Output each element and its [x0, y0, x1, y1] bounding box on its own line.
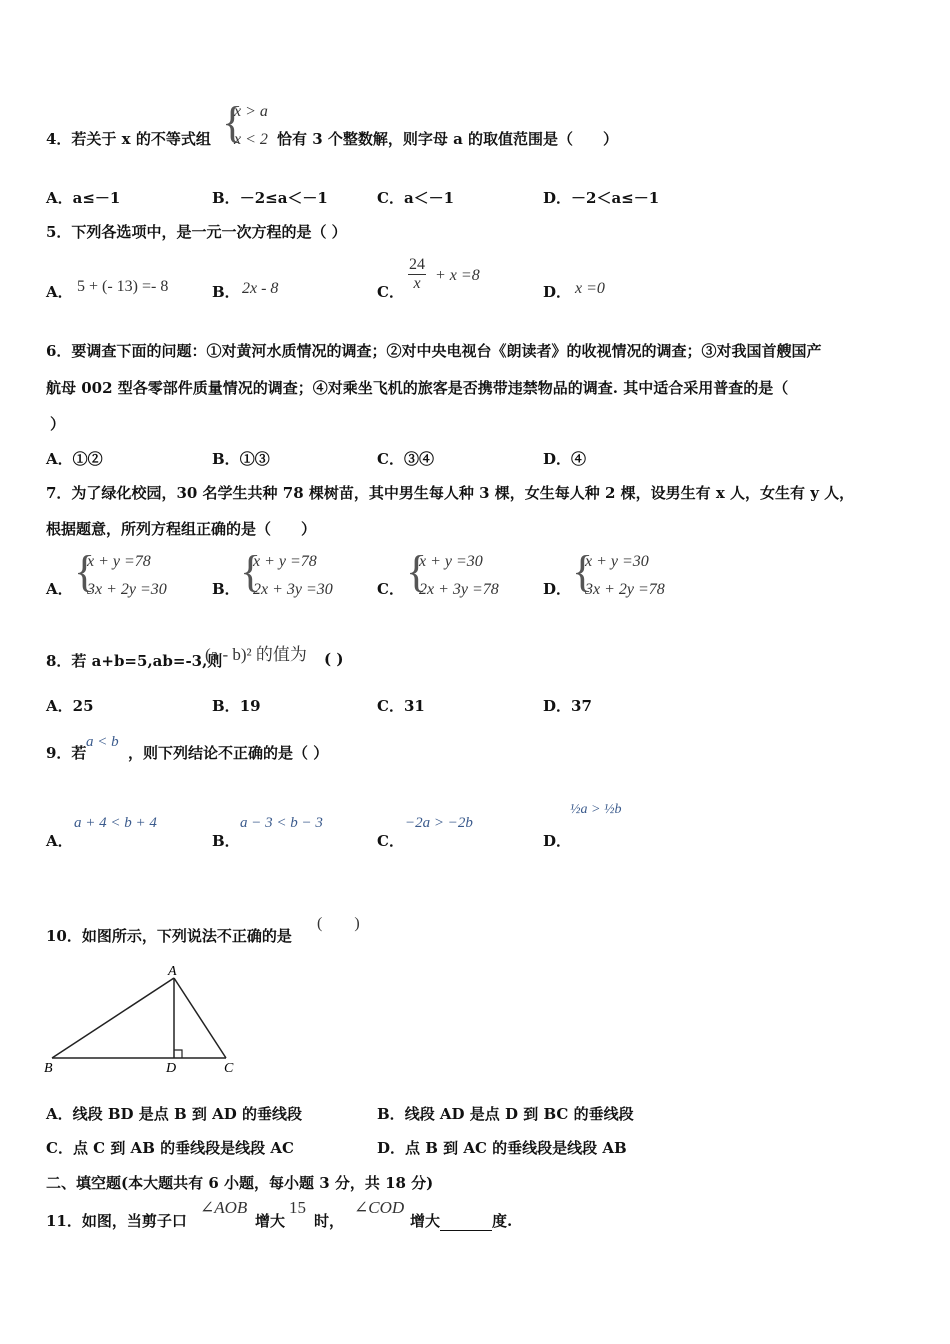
q9-option-d-expr: ½a > ½b: [570, 802, 622, 817]
q4-option-a: A．a≤－1: [46, 189, 121, 207]
q5-option-a-expr: 5 + (- 13) =- 8: [77, 278, 169, 295]
q6-line3: ）: [50, 415, 66, 433]
q10-option-d: D．点 B 到 AC 的垂线段是线段 AB: [377, 1139, 627, 1157]
q11-increase-label: 增大: [410, 1212, 441, 1230]
q7-option-d-brace: {: [572, 547, 594, 596]
q11-degree: 15: [289, 1198, 306, 1217]
q9-option-a-letter: A．: [46, 832, 73, 850]
q9-option-a-expr: a + 4 < b + 4: [74, 815, 157, 831]
q7-option-a-letter: A．: [46, 580, 73, 598]
q8-option-a: A．25: [46, 697, 94, 715]
q9-suffix: ，则下列结论不正确的是（ ）: [128, 744, 329, 762]
q11-part3: 时，: [314, 1212, 345, 1230]
q5-stem: 5．下列各选项中，是一元一次方程的是（ ）: [46, 223, 347, 241]
q4-suffix: 恰有 3 个整数解，则字母 a 的取值范围是（ ）: [277, 130, 619, 148]
q10-option-b: B．线段 AD 是点 D 到 BC 的垂线段: [377, 1105, 634, 1123]
q9-condition: a < b: [86, 734, 119, 750]
label-d: D: [166, 1061, 177, 1076]
q7-option-a-brace: {: [74, 547, 96, 596]
q7-option-b-eq2: 2x + 3y =30: [253, 581, 333, 598]
q8-option-c: C．31: [377, 697, 425, 715]
q5-option-c-den: x: [413, 275, 421, 292]
q7-option-a-eq1: x + y =78: [87, 553, 151, 570]
label-c: C: [224, 1061, 234, 1076]
q7-option-b-brace: {: [240, 547, 262, 596]
q9-option-d-letter: D．: [543, 832, 572, 850]
q9-option-b-letter: B．: [212, 832, 240, 850]
q4-stem: [46, 128, 211, 149]
q8-option-d: D．37: [543, 697, 592, 715]
q5-option-d-expr: x =0: [575, 280, 605, 297]
q11-answer-blank[interactable]: [440, 1216, 492, 1231]
q6-option-c: C．③④: [377, 450, 434, 468]
q10-stem: 10．如图所示，下列说法不正确的是: [46, 927, 292, 945]
q8-suffix: ( ): [324, 650, 344, 668]
q6-option-b: B．①③: [212, 450, 270, 468]
q11-angle-cod: ∠COD: [354, 1198, 405, 1217]
q9-option-c-letter: C．: [377, 832, 404, 850]
segment-ac: [174, 978, 226, 1058]
q4-brace: {: [222, 98, 244, 147]
q5-option-a-letter: A．: [46, 283, 73, 301]
q7-option-c-eq2: 2x + 3y =78: [419, 581, 499, 598]
q9-option-b-expr: a − 3 < b − 3: [240, 815, 323, 831]
q4-prefix: 4．若关于 x 的不等式组: [46, 130, 211, 148]
q11-degree-label: 度.: [492, 1212, 513, 1230]
q7-line2: 根据题意，所列方程组正确的是（ ）: [46, 520, 317, 538]
q4-option-d: D．－2＜a≤－1: [543, 189, 660, 207]
q7-option-b-eq1: x + y =78: [253, 553, 317, 570]
q9-option-c-expr: −2a > −2b: [405, 815, 473, 831]
q4-system-eq1: x > a: [234, 103, 268, 120]
q6-line2: 航母 002 型各零部件质量情况的调查；④对乘坐飞机的旅客是否携带违禁物品的调查. 其中适合采用普查的是（: [46, 379, 789, 397]
q7-option-d-letter: D．: [543, 580, 572, 598]
q5-option-c-tail: + x =8: [435, 267, 480, 284]
q10-figure: [40, 962, 250, 1077]
q11-angle-aob: ∠AOB: [200, 1198, 248, 1217]
q5-option-c-num: 24: [409, 256, 425, 273]
q6-line1: 6．要调查下面的问题：①对黄河水质情况的调查；②对中央电视台《朗读者》的收视情况的调查；③对我国首艘国产: [46, 342, 822, 360]
q9-prefix: 9．若: [46, 744, 87, 762]
section-2-title: 二、填空题(本大题共有 6 小题，每小题 3 分，共 18 分): [46, 1174, 434, 1192]
q7-option-c-brace: {: [406, 547, 428, 596]
q5-option-c-letter: C．: [377, 283, 404, 301]
q5-option-b-expr: 2x - 8: [242, 280, 279, 297]
q8-prefix: 8．若 a+b=5,ab=-3,则: [46, 652, 223, 670]
label-b: B: [44, 1061, 53, 1076]
q11-part2: 增大: [255, 1212, 286, 1230]
q11-part1: 11．如图，当剪子口: [46, 1212, 187, 1230]
q7-option-d-eq2: 3x + 2y =78: [585, 581, 665, 598]
q4-system-eq2: x < 2: [234, 131, 268, 148]
q4-option-c: C．a＜－1: [377, 189, 455, 207]
q7-option-c-eq1: x + y =30: [419, 553, 483, 570]
q7-option-a-eq2: 3x + 2y =30: [87, 581, 167, 598]
q6-option-a: A．①②: [46, 450, 103, 468]
q11-part4: [410, 1210, 512, 1231]
segment-ba: [52, 978, 174, 1058]
q7-option-b-letter: B．: [212, 580, 240, 598]
q10-paren: ( ): [317, 915, 360, 932]
q7-option-c-letter: C．: [377, 580, 404, 598]
label-a: A: [168, 964, 177, 979]
q8-option-b: B．19: [212, 697, 261, 715]
q10-option-a: A．线段 BD 是点 B 到 AD 的垂线段: [46, 1105, 302, 1123]
q5-option-b-letter: B．: [212, 283, 240, 301]
q5-option-d-letter: D．: [543, 283, 572, 301]
q6-option-d: D．④: [543, 450, 587, 468]
q7-line1: 7．为了绿化校园，30 名学生共种 78 棵树苗，其中男生每人种 3 棵，女生每人种 2 棵，设男生有 x 人，女生有 y 人，: [46, 484, 855, 502]
q8-expr: (a - b)² 的值为: [205, 645, 307, 664]
q5-option-c-fraction: [408, 256, 426, 293]
q10-option-c: C．点 C 到 AB 的垂线段是线段 AC: [46, 1139, 294, 1157]
right-angle-mark: [174, 1050, 182, 1058]
q4-option-b: B．－2≤a＜－1: [212, 189, 328, 207]
q7-option-d-eq1: x + y =30: [585, 553, 649, 570]
